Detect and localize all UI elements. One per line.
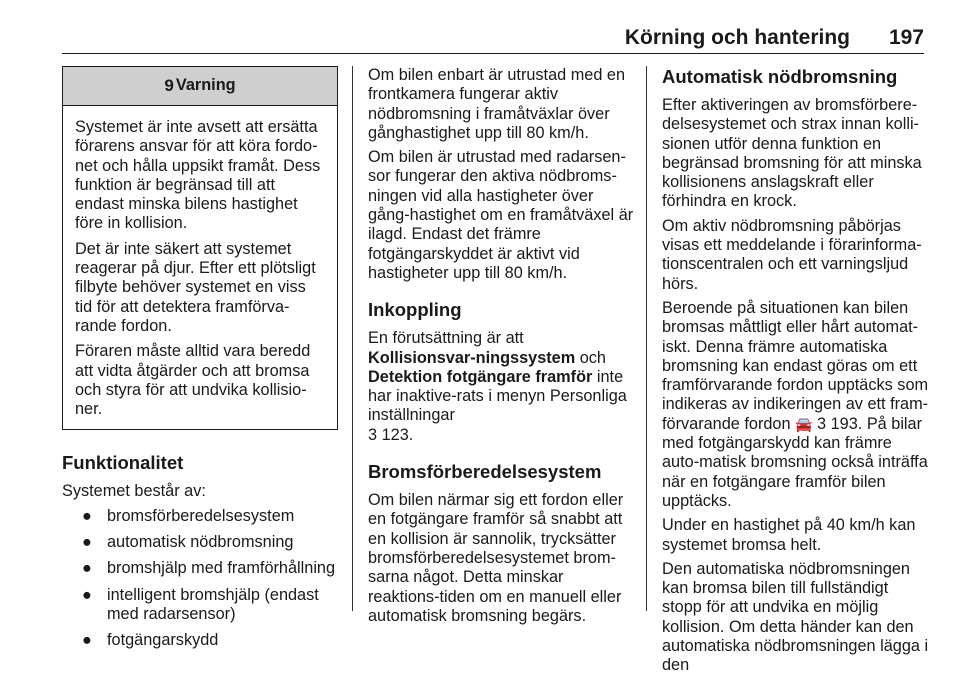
vehicle-ahead-icon: 🚘 xyxy=(795,415,813,432)
bullet-icon: ● xyxy=(82,559,92,578)
column-1 xyxy=(62,66,338,658)
heading-bromsforberedelse: Bromsförberedelsesystem xyxy=(368,461,602,483)
paragraph: Om aktiv nödbromsning påbörjas visas ett meddelande i förarinforma-tionscentralen och ett varningsljud hörs. xyxy=(662,216,922,293)
column-divider xyxy=(646,66,647,611)
warning-title: Varning xyxy=(175,76,236,95)
column-2 xyxy=(368,66,634,631)
list-item: ● fotgängarskydd xyxy=(82,631,219,650)
paragraph: Den automatiska nödbromsningen kan bromsa bilen till fullständigt stopp för att undvika en möjlig kollision. Om detta händer kan den automatiska nödbromsningen lägga i den xyxy=(662,559,929,675)
paragraph: Under en hastighet på 40 km/h kan systemet bromsa helt. xyxy=(662,516,916,554)
paragraph: Om bilen närmar sig ett fordon eller en fotgängare framför så snabbt att en kollision är sannolik, trycksätter bromsförberedelsesystemet brom-sarna något. Detta minskar reaktions-tiden om en manuell eller automatisk bromsning begärs. xyxy=(368,491,624,625)
list-item: ● bromshjälp med framförhållning xyxy=(82,559,336,578)
bullet-icon: ● xyxy=(82,506,92,525)
warning-triangle-icon: 9 xyxy=(164,76,174,96)
bullet-icon: ● xyxy=(82,533,92,552)
warning-paragraph: Föraren måste alltid vara beredd att vidta åtgärder och att bromsa och styra för att undvika kollisio-ner. xyxy=(75,342,311,419)
list-item: ● bromsförberedelsesystem xyxy=(82,506,295,525)
warning-header xyxy=(63,67,337,106)
intro-text: Systemet består av: xyxy=(62,482,206,501)
list-item: ● intelligent bromshjälp (endast med radarsensor) xyxy=(82,585,319,623)
header-rule xyxy=(62,53,924,54)
heading-automatisk-nodbromsning: Automatisk nödbromsning xyxy=(662,66,898,87)
bullet-icon: ● xyxy=(82,585,92,604)
warning-paragraph: Systemet är inte avsett att ersätta förarens ansvar för att köra fordo-net och hålla uppsikt framåt. Dess funktion är begränsad till att endast minska bilens hastighet före in kollision. xyxy=(75,118,321,233)
column-divider xyxy=(352,66,353,611)
list-item: ● automatisk nödbromsning xyxy=(82,533,294,552)
menu-setting-collision: Kollisionsvar-ningssystem xyxy=(368,348,576,367)
menu-setting-pedestrian: Detektion fotgängare framför xyxy=(368,367,593,386)
column-3 xyxy=(662,66,930,681)
page-number: 197 xyxy=(888,26,924,49)
inkoppling-paragraph: En förutsättning är att Kollisionsvar-ningssystem och Detektion fotgängare framför inte har inaktive-rats i menyn Personliga inställningar 3 123. xyxy=(368,329,627,444)
feature-list xyxy=(62,507,338,651)
page-reference: 3 123. xyxy=(368,425,414,444)
warning-body xyxy=(63,106,337,429)
section-title: Körning och hantering xyxy=(624,26,850,49)
paragraph: Beroende på situationen kan bilen bromsas måttligt eller hårt automat-iskt. Denna främre automatiska bromsning kan endast göras om ett framförvarande fordon upptäcks som indikeras av indikeringen av ett fram-förvarande fordon 🚘 3 193. På bilar med fotgängarskydd kan främre auto-matisk bromsning också inträffa när en fotgängare framför bilen upptäcks. xyxy=(662,298,929,510)
page-header xyxy=(62,20,924,54)
paragraph: Om bilen är utrustad med radarsen-sor fungerar den aktiva nödbroms-ningen vid alla hastigheter över gång-hastighet om en framåtväxel är ilagd. Endast det främre fotgängarskyddet är aktivt vid hastigheter upp till 80 km/h. xyxy=(368,148,634,282)
paragraph: Efter aktiveringen av bromsförbere-delsesystemet och strax innan kolli-sionen utför denna funktion en begränsad bromsning för att minska kollisionens anslagskraft eller förhindra en krock. xyxy=(662,96,922,211)
warning-box xyxy=(62,66,338,430)
heading-funktionalitet: Funktionalitet xyxy=(62,452,184,474)
warning-paragraph: Det är inte säkert att systemet reagerar på djur. Efter ett plötsligt filbyte behöver systemet en viss tid för att detektera framförva-rande fordon. xyxy=(75,239,316,335)
paragraph: Om bilen enbart är utrustad med en frontkamera fungerar aktiv nödbromsning i framåtväxlar över gånghastighet upp till 80 km/h. xyxy=(368,66,626,142)
bullet-icon: ● xyxy=(82,631,92,650)
heading-inkoppling: Inkoppling xyxy=(368,299,462,321)
